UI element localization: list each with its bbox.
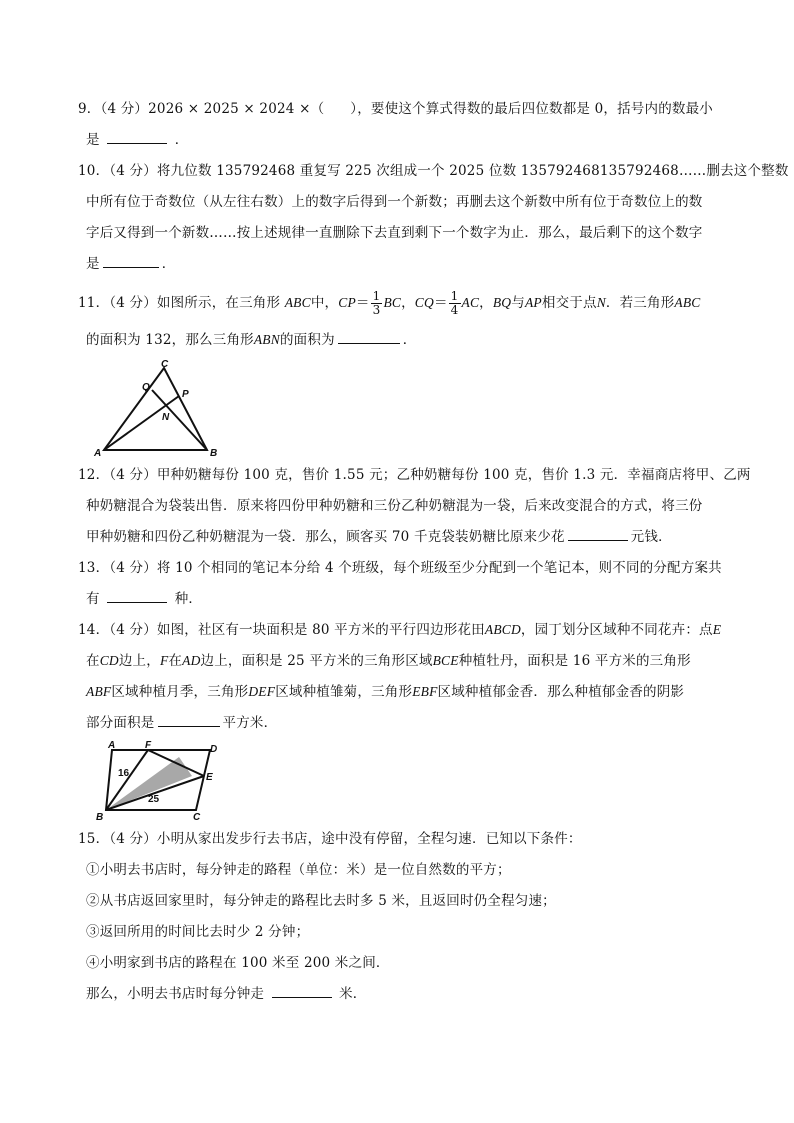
label-c: C [161, 360, 169, 370]
q14-parallelogram-figure [92, 740, 222, 822]
fraction-one-third: $\frac{1}{3}$ [372, 289, 381, 317]
q14-line3: ABF区域种植月季，三角形DEF区域种植雏菊，三角形EBF区域种植郁金香．那么种植郁金香的阴影 [86, 684, 685, 700]
q15-condition-4: ④小明家到书店的路程在 100 米至 200 米之间． [86, 955, 390, 971]
label-a: A [108, 740, 116, 751]
q11-line1: 11．（4 分）如图所示，在三角形 ABC中，CP＝ $\frac{1}{3}$ BC，CQ＝ $\frac{1}{4}$ AC，BQ与AP相交于点N．若三角形ABC [78, 289, 701, 317]
q13-line2: 有 种． [86, 591, 203, 607]
q15-condition-1: ①小明去书店时，每分钟走的路程（单位：米）是一位自然数的平方； [86, 862, 511, 878]
q12-line2: 种奶糖混合为袋装出售．原来将四份甲种奶糖和三份乙种奶糖混为一袋，后来改变混合的方式，将三份 [86, 498, 703, 514]
q15-condition-2: ②从书店返回家里时，每分钟走的路程比去时多 5 米，且返回时仍全程匀速； [86, 893, 556, 909]
q10-line3: 字后又得到一个新数……按上述规律一直删除下去直到剩下一个数字为止．那么，最后剩下的这个数字 [86, 225, 703, 241]
q10-line1: 10．（4 分）将九位数 135792468 重复写 225 次组成一个 2025 位数 135792468135792468……删去这个整数 [78, 163, 789, 179]
q14-line2: 在CD边上，F在AD边上，面积是 25 平方米的三角形区域BCE种植牡丹，面积是 16 平方米的三角形 [86, 653, 691, 669]
q14-line1: 14．（4 分）如图，社区有一块面积是 80 平方米的平行四边形花田ABCD，园丁划分区域种不同花卉：点E [78, 622, 722, 638]
q9-line1: 9．（4 分）2026 × 2025 × 2024 ×（ ），要使这个算式得数的最后四位数都是 0，括号内的数最小 [78, 101, 714, 117]
label-e: E [206, 772, 213, 783]
q10-line4: 是 ． [86, 256, 176, 272]
q11-triangle-figure [92, 360, 222, 458]
fraction-one-fourth: $\frac{1}{4}$ [450, 289, 459, 317]
q14-line4: 部分面积是 平方米． [86, 715, 278, 731]
q11-answer-blank[interactable] [338, 331, 400, 344]
label-b: B [210, 448, 218, 458]
label-q: Q [142, 382, 150, 393]
segment-ap [104, 396, 179, 450]
label-b: B [96, 812, 104, 822]
area-label-16: 16 [118, 768, 130, 779]
q10-line2: 中所有位于奇数位（从左往右数）上的数字后得到一个新数；再删去这个新数中所有位于奇数位上的数 [86, 194, 703, 210]
q13-line1: 13．（4 分）将 10 个相同的笔记本分给 4 个班级，每个班级至少分配到一个笔记本，则不同的分配方案共 [78, 560, 722, 576]
q15-condition-3: ③返回所用的时间比去时少 2 分钟； [86, 924, 310, 940]
label-n: N [162, 412, 170, 423]
q13-answer-blank[interactable] [107, 590, 167, 603]
label-a: A [94, 448, 102, 458]
q12-answer-blank[interactable] [568, 528, 628, 541]
q9-answer-blank[interactable] [107, 131, 167, 144]
q15-last-line: 那么，小明去书店时每分钟走 米． [86, 986, 367, 1002]
q10-answer-blank[interactable] [103, 255, 159, 268]
q12-line1: 12．（4 分）甲种奶糖每份 100 克，售价 1.55 元；乙种奶糖每份 100 克，售价 1.3 元．幸福商店将甲、乙两 [78, 467, 751, 483]
label-d: D [210, 744, 218, 755]
label-c: C [193, 812, 201, 822]
label-f: F [145, 740, 152, 751]
q15-answer-blank[interactable] [272, 985, 332, 998]
area-label-25: 25 [148, 794, 160, 805]
q15-line1: 15．（4 分）小明从家出发步行去书店，途中没有停留，全程匀速．已知以下条件： [78, 831, 582, 847]
label-p: P [182, 389, 189, 400]
q11-line2: 的面积为 132，那么三角形ABN的面积为 ． [86, 332, 417, 348]
q9-line2: 是 ． [86, 132, 189, 148]
q12-line3: 甲种奶糖和四份乙种奶糖混为一袋．那么，顾客买 70 千克袋装奶糖比原来少花 元钱． [86, 529, 672, 545]
q14-answer-blank[interactable] [158, 714, 220, 727]
